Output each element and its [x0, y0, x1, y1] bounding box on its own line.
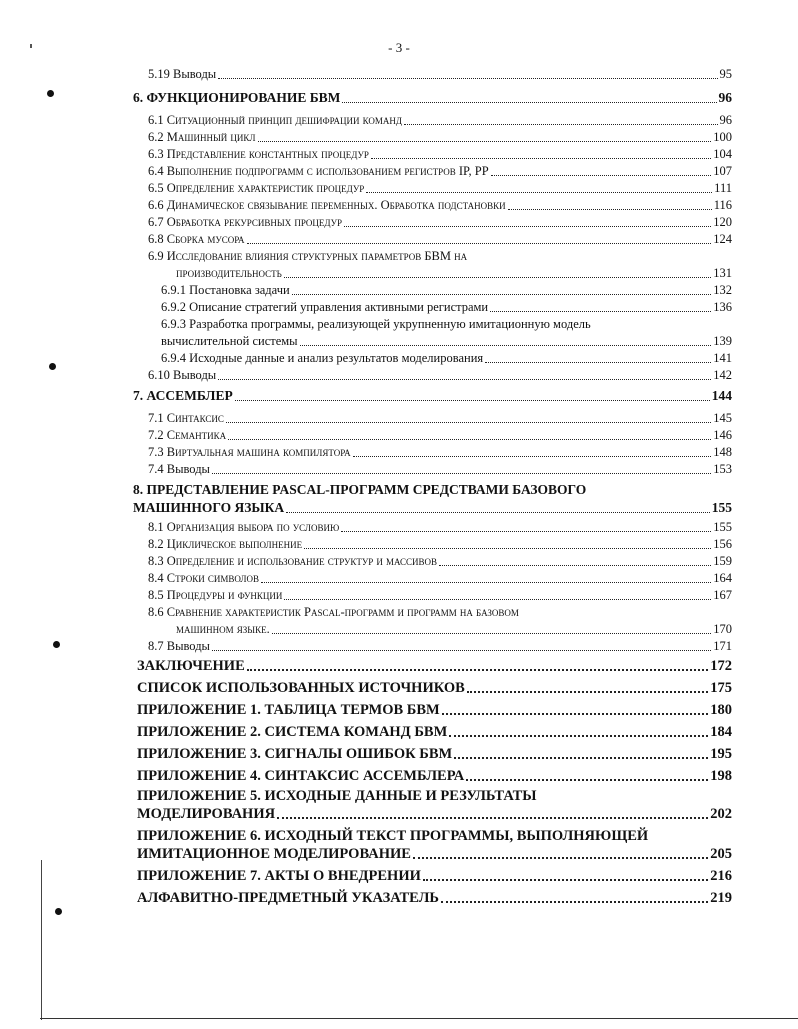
- toc-entry-page: 95: [719, 67, 732, 81]
- toc-entry-page: 155: [713, 520, 732, 534]
- toc-entry-title: ПРИЛОЖЕНИЕ 1. ТАБЛИЦА ТЕРМОВ БВМ: [137, 702, 440, 718]
- toc-entry-title: АЛФАВИТНО-ПРЕДМЕТНЫЙ УКАЗАТЕЛЬ: [137, 890, 439, 906]
- leader-dots: [413, 857, 708, 859]
- toc-entry-7-2[interactable]: [148, 427, 732, 443]
- toc-entry-6-9-1[interactable]: [161, 282, 732, 298]
- toc-entry-title: 6.6 Динамическое связывание переменных. Обработка подстановки: [148, 198, 506, 212]
- toc-entry-page: 198: [710, 768, 732, 784]
- leader-dots: [300, 345, 712, 346]
- toc-appendix-4[interactable]: [137, 768, 732, 784]
- leader-dots: [277, 817, 708, 819]
- toc-entry-page: 144: [711, 388, 732, 403]
- leader-dots: [272, 633, 712, 634]
- leader-dots: [344, 226, 711, 227]
- toc-entry-title: ПРИЛОЖЕНИЕ 7. АКТЫ О ВНЕДРЕНИИ: [137, 868, 421, 884]
- toc-entry-page: 219: [710, 890, 732, 906]
- leader-dots: [286, 512, 710, 513]
- toc-entry-6-9-4[interactable]: [161, 350, 732, 366]
- toc-entry-7-4[interactable]: [148, 461, 732, 477]
- toc-entry-6-8[interactable]: [148, 231, 732, 247]
- toc-entry-title-cont: машинном языке.: [176, 622, 270, 636]
- leader-dots: [261, 582, 711, 583]
- toc-entry-title: 5.19 Выводы: [148, 67, 217, 81]
- page-number: - 3 -: [388, 40, 410, 55]
- toc-entry-title: 6.2 Машинный цикл: [148, 130, 256, 144]
- toc-entry-title: 6.5 Определение характеристик процедур: [148, 181, 365, 195]
- toc-entry-page: 100: [713, 130, 732, 144]
- toc-appendix-1[interactable]: [137, 702, 732, 718]
- leader-dots: [235, 400, 710, 401]
- toc-entry-page: 155: [711, 500, 732, 515]
- leader-dots: [371, 158, 711, 159]
- leader-dots: [228, 439, 711, 440]
- toc-entry-title: ЗАКЛЮЧЕНИЕ: [137, 658, 245, 674]
- toc-entry-5-19[interactable]: [148, 66, 732, 82]
- toc-entry-page: 171: [713, 639, 732, 653]
- toc-entry-page: 172: [710, 658, 732, 674]
- toc-entry-page: 195: [710, 746, 732, 762]
- toc-entry-title: ПРИЛОЖЕНИЕ 2. СИСТЕМА КОМАНД БВМ: [137, 724, 448, 740]
- toc-index[interactable]: [137, 890, 732, 906]
- leader-dots: [292, 294, 712, 295]
- toc-entry-title-cont: ИМИТАЦИОННОЕ МОДЕЛИРОВАНИЕ: [137, 846, 411, 862]
- toc-entry-6-7[interactable]: [148, 214, 732, 230]
- toc-entry-page: 170: [713, 622, 732, 636]
- leader-dots: [218, 379, 711, 380]
- toc-entry-page: 180: [710, 702, 732, 718]
- toc-entry-7-1[interactable]: [148, 410, 732, 426]
- toc-entry-6-9-3[interactable]: [161, 333, 732, 349]
- toc-entry-page: 141: [713, 351, 732, 365]
- toc-entry-8-1[interactable]: [148, 519, 732, 535]
- leader-dots: [491, 175, 712, 176]
- toc-entry-6-4[interactable]: [148, 163, 732, 179]
- toc-entry-6-2[interactable]: [148, 129, 732, 145]
- scan-bottom-line: [40, 1018, 798, 1019]
- toc-entry-page: 216: [710, 868, 732, 884]
- toc-entry-page: 164: [713, 571, 732, 585]
- toc-entry-page: 124: [713, 232, 732, 246]
- leader-dots: [212, 473, 711, 474]
- toc-entry-page: 146: [713, 428, 732, 442]
- toc-section-6[interactable]: [133, 90, 732, 106]
- leader-dots: [247, 243, 712, 244]
- toc-entry-title: СПИСОК ИСПОЛЬЗОВАННЫХ ИСТОЧНИКОВ: [137, 680, 465, 696]
- leader-dots: [212, 650, 711, 651]
- toc-entry-title: 8.5 Процедуры и функции: [148, 588, 283, 602]
- toc-entry-title-cont: производительность: [176, 266, 282, 280]
- toc-entry-6-3[interactable]: [148, 146, 732, 162]
- binder-hole-bullet: [55, 908, 62, 915]
- toc-entry-title: ПРИЛОЖЕНИЕ 3. СИГНАЛЫ ОШИБОК БВМ: [137, 746, 453, 762]
- toc-entry-8-7[interactable]: [148, 638, 732, 654]
- toc-entry-title: 8.3 Определение и использование структур и массивов: [148, 554, 438, 568]
- toc-entry-title: 8.7 Выводы: [148, 639, 210, 653]
- leader-dots: [284, 599, 711, 600]
- leader-dots: [449, 735, 708, 737]
- toc-entry-title: 8.2 Циклическое выполнение: [148, 537, 303, 551]
- toc-entry-6-10[interactable]: [148, 367, 732, 383]
- toc-entry-page: 111: [714, 181, 732, 195]
- leader-dots: [226, 422, 711, 423]
- toc-appendix-6-title[interactable]: ПРИЛОЖЕНИЕ 6. ИСХОДНЫЙ ТЕКСТ ПРОГРАММЫ, ВЫПОЛНЯЮЩЕЙ: [137, 828, 649, 844]
- binder-hole-bullet: [47, 90, 54, 97]
- toc-entry-page: 107: [713, 164, 732, 178]
- scan-edge-line: [41, 860, 42, 1020]
- toc-entry-title: 7.1 Синтаксис: [148, 411, 224, 425]
- toc-entry-title: 6.9.2 Описание стратегий управления активными регистрами: [161, 300, 489, 314]
- leader-dots: [490, 311, 711, 312]
- toc-entry-title: 7.3 Виртуальная машина компилятора: [148, 445, 351, 459]
- toc-entry-title-cont: МАШИННОГО ЯЗЫКА: [133, 500, 285, 515]
- toc-entry-6-9-2[interactable]: [161, 299, 732, 315]
- leader-dots: [508, 209, 712, 210]
- toc-entry-title: 6.7 Обработка рекурсивных процедур: [148, 215, 343, 229]
- toc-entry-page: 156: [713, 537, 732, 551]
- toc-entry-title: ПРИЛОЖЕНИЕ 4. СИНТАКСИС АССЕМБЛЕРА: [137, 768, 465, 784]
- leader-dots: [454, 757, 708, 759]
- toc-entry-title: 7.2 Семантика: [148, 428, 227, 442]
- toc-entry-title-cont: МОДЕЛИРОВАНИЯ: [137, 806, 276, 822]
- leader-dots: [218, 78, 717, 79]
- toc-section-8[interactable]: [133, 500, 732, 516]
- leader-dots: [404, 124, 717, 125]
- toc-entry-title: 8.1 Организация выбора по условию: [148, 520, 340, 534]
- toc-appendix-5-title[interactable]: ПРИЛОЖЕНИЕ 5. ИСХОДНЫЕ ДАННЫЕ И РЕЗУЛЬТАТЫ: [137, 788, 537, 804]
- toc-entry-page: 148: [713, 445, 732, 459]
- toc-entry-title: 6.1 Ситуационный принцип дешифрации команд: [148, 113, 403, 127]
- toc-entry-title-cont: вычислительной системы: [161, 334, 298, 348]
- toc-entry-8-2[interactable]: [148, 536, 732, 552]
- toc-entry-8-6-title[interactable]: 8.6 Сравнение характеристик Pascal-программ и программ на базовом: [148, 605, 519, 619]
- leader-dots: [258, 141, 712, 142]
- toc-entry-page: 175: [710, 680, 732, 696]
- toc-appendix-6[interactable]: [137, 846, 732, 862]
- toc-entry-6-9-3-title[interactable]: 6.9.3 Разработка программы, реализующей укрупненную имитационную модель: [161, 317, 591, 331]
- toc-entry-page: 184: [710, 724, 732, 740]
- toc-appendix-7[interactable]: [137, 868, 732, 884]
- toc-conclusion[interactable]: [137, 658, 732, 674]
- toc-entry-page: 136: [713, 300, 732, 314]
- toc-entry-title: 6.3 Представление константных процедур: [148, 147, 369, 161]
- toc-entry-title: 6. ФУНКЦИОНИРОВАНИЕ БВМ: [133, 90, 341, 105]
- leader-dots: [423, 879, 708, 881]
- leader-dots: [341, 531, 711, 532]
- toc-entry-title: 6.9.4 Исходные данные и анализ результатов моделирования: [161, 351, 484, 365]
- toc-entry-title: 7. АССЕМБЛЕР: [133, 388, 233, 403]
- toc-entry-page: 145: [713, 411, 732, 425]
- leader-dots: [366, 192, 712, 193]
- toc-references[interactable]: [137, 680, 732, 696]
- toc-entry-title: 7.4 Выводы: [148, 462, 210, 476]
- toc-entry-page: 96: [718, 90, 732, 105]
- binder-hole-bullet: [53, 641, 60, 648]
- toc-entry-6-5[interactable]: [148, 180, 732, 196]
- toc-entry-page: 104: [713, 147, 732, 161]
- leader-dots: [466, 779, 708, 781]
- toc-entry-page: 205: [710, 846, 732, 862]
- toc-entry-7-3[interactable]: [148, 444, 732, 460]
- toc-entry-title: 8.4 Строки символов: [148, 571, 259, 585]
- toc-entry-8-6[interactable]: [176, 621, 732, 637]
- leader-dots: [304, 548, 711, 549]
- leader-dots: [441, 901, 708, 903]
- toc-appendix-3[interactable]: [137, 746, 732, 762]
- toc-entry-page: 153: [713, 462, 732, 476]
- toc-entry-page: 132: [713, 283, 732, 297]
- leader-dots: [439, 565, 711, 566]
- toc-appendix-2[interactable]: [137, 724, 732, 740]
- toc-entry-6-1[interactable]: [148, 112, 732, 128]
- toc-section-7[interactable]: [133, 388, 732, 404]
- binder-hole-bullet: [49, 363, 56, 370]
- toc-entry-page: 202: [710, 806, 732, 822]
- toc-entry-8-4[interactable]: [148, 570, 732, 586]
- leader-dots: [342, 102, 716, 103]
- toc-entry-title: 6.4 Выполнение подпрограмм с использованием регистров IP, PP: [148, 164, 489, 178]
- toc-entry-page: 159: [713, 554, 732, 568]
- leader-dots: [485, 362, 711, 363]
- toc-section-8-title[interactable]: 8. ПРЕДСТАВЛЕНИЕ PASCAL-ПРОГРАММ СРЕДСТВАМИ БАЗОВОГО: [133, 482, 587, 497]
- toc-entry-title: 6.8 Сборка мусора: [148, 232, 245, 246]
- toc-entry-6-6[interactable]: [148, 197, 732, 213]
- toc-appendix-5[interactable]: [137, 806, 732, 822]
- leader-dots: [353, 456, 712, 457]
- leader-dots: [284, 277, 712, 278]
- toc-entry-page: 131: [713, 266, 732, 280]
- toc-entry-page: 139: [713, 334, 732, 348]
- toc-entry-8-3[interactable]: [148, 553, 732, 569]
- leader-dots: [247, 669, 708, 671]
- leader-dots: [467, 691, 708, 693]
- toc-entry-page: 120: [713, 215, 732, 229]
- toc-entry-8-5[interactable]: [148, 587, 732, 603]
- toc-entry-title: 6.10 Выводы: [148, 368, 217, 382]
- toc-entry-page: 142: [713, 368, 732, 382]
- leader-dots: [442, 713, 709, 715]
- toc-entry-page: 167: [713, 588, 732, 602]
- toc-entry-6-9[interactable]: [176, 265, 732, 281]
- toc-entry-title: 6.9.1 Постановка задачи: [161, 283, 290, 297]
- toc-entry-page: 116: [713, 198, 732, 212]
- toc-entry-6-9-title[interactable]: 6.9 Исследование влияния структурных параметров БВМ на: [148, 249, 468, 263]
- toc-entry-page: 96: [719, 113, 732, 127]
